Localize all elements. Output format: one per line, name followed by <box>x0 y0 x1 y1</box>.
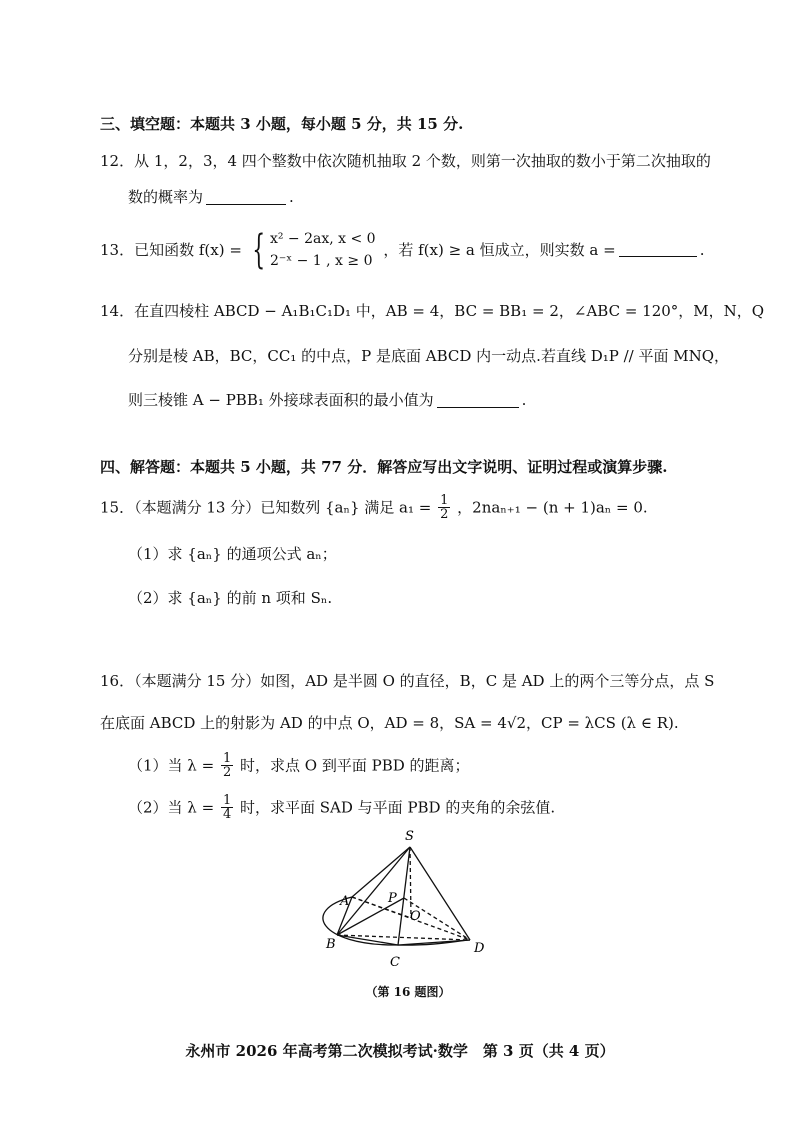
q13-middle: ，若 f(x) ≥ a 恒成立，则实数 a = <box>383 241 616 259</box>
q15-part2: （2）求 {aₙ} 的前 n 项和 Sₙ. <box>128 589 333 607</box>
q15-stem <box>100 494 710 521</box>
q16-part2-fraction <box>221 794 233 821</box>
q16-part1-fraction <box>221 752 233 779</box>
q16-part2-before: （2）当 λ = <box>128 798 215 817</box>
chord-bc <box>337 935 398 945</box>
q14-line2: 分别是棱 AB，BC，CC₁ 的中点，P 是底面 ABCD 内一动点.若直线 D₁P // 平面 MNQ， <box>128 347 730 365</box>
q16-part1-before: （1）当 λ = <box>128 756 215 775</box>
q13-brace: { <box>252 227 265 273</box>
section-3-title: 三、填空题：本题共 3 小题，每小题 5 分，共 15 分. <box>100 115 464 133</box>
label-d: D <box>474 941 485 956</box>
q15-part1: （1）求 {aₙ} 的通项公式 aₙ； <box>128 545 337 563</box>
q14-text: 则三棱锥 A − PBB₁ 外接球表面积的最小值为 <box>128 391 434 409</box>
edge-sd <box>410 847 470 940</box>
chord-ab <box>337 897 352 935</box>
q14-line1: 14．在直四棱柱 ABCD − A₁B₁C₁D₁ 中，AB = 4，BC = BB₁ = 2，∠ABC = 120°，M，N，Q <box>100 302 765 320</box>
q15-stem-before: 15．（本题满分 13 分）已知数列 {aₙ} 满足 a₁ = <box>100 498 432 517</box>
segment-so <box>410 847 411 918</box>
segment-ao <box>352 897 411 918</box>
q13-answer-blank <box>619 242 697 257</box>
q14-period: . <box>521 391 527 409</box>
q16-part1 <box>128 752 710 779</box>
q16-part2-den: 4 <box>222 807 232 822</box>
q14-line3 <box>128 391 710 409</box>
edge-sc <box>398 847 410 945</box>
chord-cd <box>398 940 470 945</box>
q12-text: 数的概率为 <box>128 188 204 206</box>
q16-line2: 在底面 ABCD 上的射影为 AD 的中点 O，AD = 8，SA = 4√2，CP = λCS (λ ∈ R). <box>100 714 679 732</box>
label-s: S <box>405 829 414 844</box>
q13-prefix: 13．已知函数 f(x) = <box>100 241 242 259</box>
q15-frac-num: 1 <box>440 493 449 508</box>
segment-pb <box>337 898 404 935</box>
label-o: O <box>410 909 421 924</box>
q15-fraction <box>438 494 450 521</box>
q13-suffix: . <box>699 241 705 259</box>
q16-part1-den: 2 <box>222 765 232 780</box>
q12-line2 <box>128 188 710 206</box>
q16-part1-num: 1 <box>222 751 232 766</box>
q16-part1-after: 时，求点 O 到平面 PBD 的距离； <box>240 756 470 775</box>
figure-caption: （第 16 题图） <box>365 985 451 999</box>
q16-part2-num: 1 <box>222 793 232 808</box>
q12-line1: 12．从 1，2，3，4 四个整数中依次随机抽取 2 个数，则第一次抽取的数小于第二次抽取的 <box>100 152 711 170</box>
q13-case1: x² − 2ax, x < 0 <box>269 231 376 247</box>
q16-line1: 16．（本题满分 15 分）如图，AD 是半圆 O 的直径，B，C 是 AD 上的两个三等分点，点 S <box>100 672 715 690</box>
label-c: C <box>390 955 400 970</box>
section-4-title: 四、解答题：本题共 5 小题，共 77 分．解答应写出文字说明、证明过程或演算步骤. <box>100 458 668 476</box>
edge-sa <box>352 847 410 897</box>
edge-sb <box>337 847 410 935</box>
q13-line <box>100 228 710 272</box>
q13-piecewise <box>250 228 376 272</box>
label-a: A <box>340 894 350 909</box>
q15-stem-after: ，2naₙ₊₁ − (n + 1)aₙ = 0. <box>457 498 648 517</box>
q13-case2: 2⁻ˣ − 1 , x ≥ 0 <box>269 253 373 269</box>
q16-part2 <box>128 794 710 821</box>
semicircle-arc <box>323 897 470 945</box>
label-p: P <box>388 891 397 906</box>
q13-cases <box>270 228 376 272</box>
q16-part2-after: 时，求平面 SAD 与平面 PBD 的夹角的余弦值. <box>240 798 556 817</box>
q14-answer-blank <box>437 393 519 408</box>
label-b: B <box>326 937 336 952</box>
q12-answer-blank <box>206 190 286 205</box>
q15-frac-den: 2 <box>440 507 449 522</box>
segment-pd <box>404 898 470 940</box>
q12-period: . <box>289 188 294 206</box>
page-footer: 永州市 2026 年高考第二次模拟考试·数学 第 3 页（共 4 页） <box>185 1042 615 1060</box>
diameter-ad <box>352 897 470 940</box>
segment-bd <box>337 935 470 940</box>
